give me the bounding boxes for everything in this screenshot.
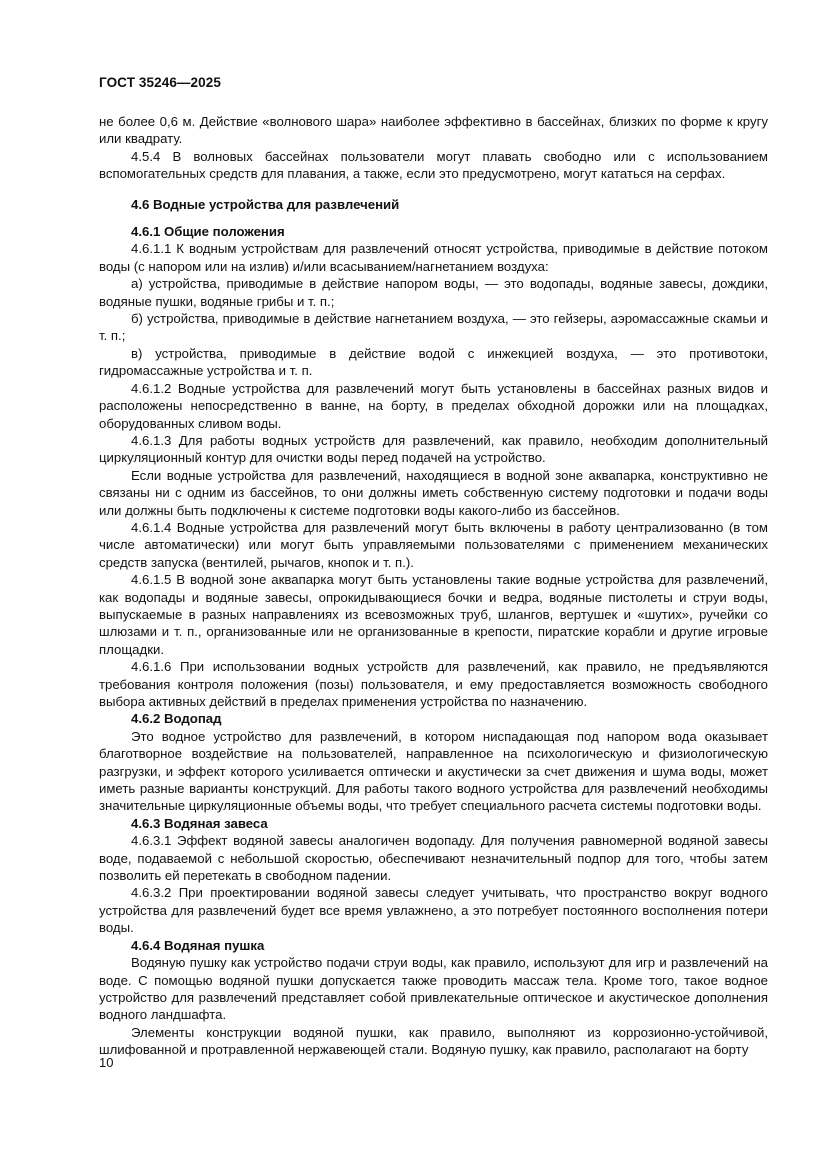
paragraph: Если водные устройства для развлечений, находящиеся в водной зоне аквапарка, конструктивно не связаны ни с одним из бассейнов, то они должны иметь собственную систему подготовки и подачи воды или должны быть подключены к системе подготовки воды какого-либо из бассейнов.	[99, 467, 768, 518]
paragraph: 4.6.3.2 При проектировании водяной завесы следует учитывать, что пространство вокруг водного устройства для развлечений будет все время увлажнено, а это потребует постоянного восполнения потери воды.	[99, 885, 768, 936]
section-heading: 4.6 Водные устройства для развлечений	[131, 196, 400, 212]
list-item: б) устройства, приводимые в действие нагнетанием воздуха, — это гейзеры, аэромассажные скамьи и т. п.;	[99, 311, 768, 344]
paragraph: 4.6.1.1 К водным устройствам для развлечений относят устройства, приводимые в действие потоком воды (с напором или на излив) и/или всасыванием/нагнетанием воздуха:	[99, 241, 768, 274]
document-header: ГОСТ 35246—2025	[99, 75, 221, 90]
subsection-heading: 4.6.1 Общие положения	[131, 224, 285, 240]
page-number: 10	[99, 1055, 114, 1070]
paragraph: Водяную пушку как устройство подачи струи воды, как правило, используют для игр и развлечений на воде. С помощью водяной пушки допускается также проводить массаж тела. Кроме того, такое водное устройство для развлечений представляет собой привлекательные оптическое и акустическое дополнения водного ландшафта.	[99, 955, 768, 1023]
paragraph: Это водное устройство для развлечений, в котором ниспадающая под напором вода оказывает благотворное воздействие на пользователей, направленное на психологическую и физиологическую разгрузки, и эффект которого усиливается оптически и акустически за счет движения и шума воды, может иметь разные варианты конструкций. Для работы такого водного устройства для развлечений необходимы значительные циркуляционные объемы воды, что требует специального расчета системы подготовки воды.	[99, 728, 768, 814]
list-item: в) устройства, приводимые в действие водой с инжекцией воздуха, — это противотоки, гидромассажные устройства и т. п.	[99, 345, 768, 379]
paragraph: 4.6.1.6 При использовании водных устройств для развлечений, как правило, не предъявляются требования контроля положения (позы) пользователя, и ему предоставляется возможность свободного выбора активных действий в пределах применения устройства по назначению.	[99, 659, 768, 709]
paragraph: 4.5.4 В волновых бассейнах пользователи могут плавать свободно или с использованием вспомогательных средств для плавания, а также, если это предусмотрено, могут кататься на серфах.	[99, 148, 768, 182]
paragraph: 4.6.1.2 Водные устройства для развлечений могут быть установлены в бассейнах разных видов и расположены непосредственно в ванне, на борту, в пределах обходной дорожки или на площадках, оборудованных сливом воды.	[99, 380, 768, 431]
paragraph: 4.6.1.4 Водные устройства для развлечений могут быть включены в работу централизованно (в том числе автоматически) или могут быть управляемыми пользователями с применением механических средств запуска (вентилей, рычагов, кнопок и т. п.).	[99, 519, 768, 570]
paragraph: Элементы конструкции водяной пушки, как правило, выполняют из коррозионно-устойчивой, шлифованной и протравленной нержавеющей стали. Водяную пушку, как правило, располагают на борту	[99, 1024, 768, 1058]
document-body	[99, 113, 768, 1059]
subsection-heading: 4.6.3 Водяная завеса	[131, 815, 268, 831]
paragraph: 4.6.1.3 Для работы водных устройств для развлечений, как правило, необходим дополнительный циркуляционный контур для очистки воды перед подачей на устройство.	[99, 432, 768, 466]
paragraph: не более 0,6 м. Действие «волнового шара» наиболее эффективно в бассейнах, близких по форме к кругу или квадрату.	[99, 114, 768, 147]
paragraph: 4.6.1.5 В водной зоне аквапарка могут быть установлены такие водные устройства для развлечений, как водопады и водяные завесы, опрокидывающиеся бочки и ведра, водяные пистолеты и струи воды, выпускаемые в разных направлениях из всевозможных труб, шлангов, вертушек и «шутих», ручейки со шлюзами и т. п., организованные или не организованные в крепости, пиратские корабли и другие игровые площадки.	[99, 572, 768, 657]
paragraph: 4.6.3.1 Эффект водяной завесы аналогичен водопаду. Для получения равномерной водяной завесы воде, подаваемой с небольшой скоростью, обеспечивают незначительный подпор для того, чтобы затем позволить ей перетекать в свободном падении.	[99, 833, 768, 884]
list-item: а) устройства, приводимые в действие напором воды, — это водопады, водяные завесы, дождики, водяные пушки, водяные грибы и т. п.;	[99, 276, 768, 309]
subsection-heading: 4.6.4 Водяная пушка	[131, 937, 265, 953]
subsection-heading: 4.6.2 Водопад	[131, 711, 222, 727]
